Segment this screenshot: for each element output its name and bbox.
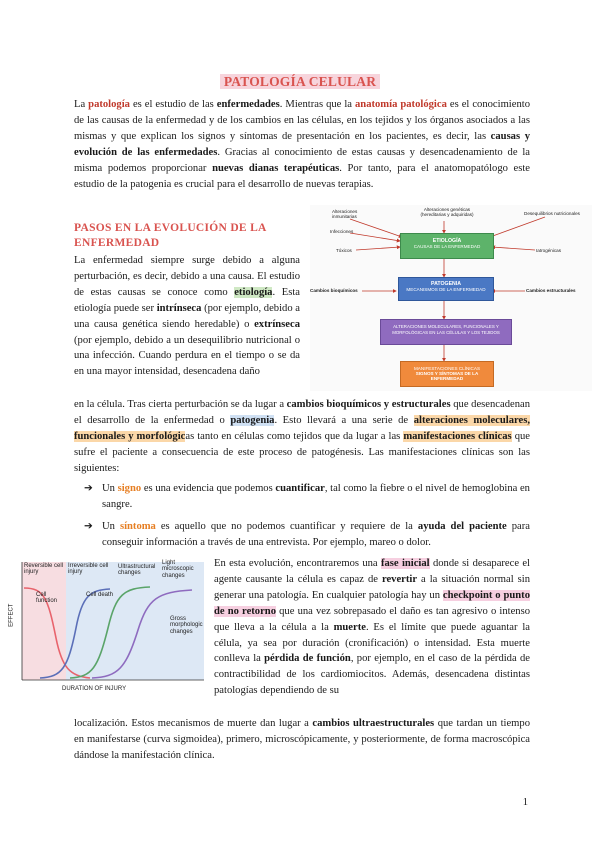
list-item: ➔ Un síntoma es aquello que no podemos cuantificar y requiere de la ayuda del paciente para conseguir información a través de una entrevista. Por ejemplo, mareo o dolor. — [84, 520, 530, 548]
arrow-icon: ➔ — [84, 483, 93, 494]
arrow-icon: ➔ — [84, 520, 93, 532]
label-iatrogenic: Iatrogénicas — [536, 248, 562, 253]
label-biochemical: Cambios bioquímicos — [310, 288, 358, 293]
label-ultrastructural: Ultrastructural changes — [118, 564, 156, 577]
label-gross: Gross morphologic changes — [170, 616, 203, 635]
reversible-zone — [22, 562, 66, 680]
label-infections: Infecciones — [330, 229, 354, 234]
patogenia-box: PATOGENIA MECANISMOS DE LA ENFERMEDAD — [398, 277, 494, 301]
label-duration: DURATION OF INJURY — [62, 686, 127, 692]
label-effect: EFFECT — [8, 603, 15, 627]
list-item: ➔ Un signo es una evidencia que podemos cuantificar, tal como la fiebre o el nivel de hemoglobina en sangre. — [84, 483, 530, 510]
label-death: Cell death — [86, 592, 114, 598]
etiologia-box: ETIOLOGÍA CAUSAS DE LA ENFERMEDAD — [400, 233, 494, 259]
body-paragraph-full: en la célula. Tras cierta perturbación se da lugar a cambios bioquímicos y estructurales que desencadenan el desarrollo de la enfermedad o patogenia. Esto llevará a una serie de alteraciones moleculares, funcionales y morfológicas tanto en células como tejidos que da lugar a las manifestaciones clínicas que sufre el paciente a consecuencia de este proceso de patogénesis. Las manifestaciones clínicas son las siguientes: — [74, 399, 530, 474]
alteraciones-box: ALTERACIONES MOLECULARES, FUNCIONALES Y MORFOLÓGICAS EN LAS CÉLULAS Y LOS TEJIDOS — [380, 319, 512, 345]
label-immune: Alteraciones inmunitarias — [332, 209, 358, 219]
page-number: 1 — [522, 797, 528, 808]
cell-injury-chart — [10, 558, 208, 698]
label-function: Cell function — [36, 592, 58, 605]
manifestaciones-box: MANIFESTACIONES CLÍNICAS SIGNOS Y SÍNTOMAS DE LA ENFERMEDAD — [400, 361, 494, 387]
label-irreversible: Irreversible cell injury — [68, 563, 109, 576]
label-toxics: Tóxicos — [336, 248, 352, 253]
page-title: PATOLOGÍA CELULAR — [0, 74, 600, 90]
section-heading: PASOS EN LA EVOLUCIÓN DE LA ENFERMEDAD — [74, 222, 267, 249]
etiology-pathogenesis-diagram — [310, 205, 592, 391]
body-paragraph-left: La enfermedad siempre surge debido a alguna perturbación, es decir, debido a una causa. El estudio de estas causas se conoce como etiología. Esta etiología puede ser intrínseca (por ejemplo, debido a una causa genética siendo heredable) o extrínseca (por ejemplo, debido a un desequilibrio nutricional o una infección. Cuando perdura en el tiempo o se da en una mayor intensidad, desencadena daño — [74, 255, 300, 378]
label-reversible: Reversible cell injury — [24, 563, 64, 576]
closing-paragraph: localización. Estos mecanismos de muerte dan lugar a cambios ultraestructurales que tardan un tiempo en manifestarse (curva sigmoidea), primero, microscópicamente, y posteriormente, de forma macroscópica dándose la manifestación clínica. — [74, 718, 530, 761]
label-light: Light microscopic changes — [162, 560, 194, 579]
manifestation-list — [84, 481, 530, 557]
label-nutritional: Desequilibrios nutricionales — [524, 211, 580, 216]
body-paragraph-right: En esta evolución, encontraremos una fase inicial donde si desaparece el agente causante la célula es capaz de revertir a la situación normal sin generar una patología. En cualquier patología hay un checkpoint o punto de no retorno que una vez sobrepasado el daño es tan agresivo o intenso que lleva a la célula a la muerte. Es el límite que puede aguantar la célula, ya sea por duración (cronificación) o intensidad. Esta muerte conlleva la pérdida de función, por ejemplo, en el caso de la pérdida de contractibilidad de los cardiomiocitos. Además, desencadena distintas patologías dependiendo de su — [214, 558, 531, 697]
intro-paragraph: La patología es el estudio de las enfermedades. Mientras que la anatomía patológica es el conocimiento de las causas de la enfermedad y de los cambios en las células, en los tejidos y los órganos asociados a las mismas y que explican los signos y síntomas de presentación en los pacientes, es decir, las causas y evolución de las enfermedades. Gracias al conocimiento de estas causas y desencadenamiento de la misma podemos proporcionar nuevas dianas terapéuticas. Por tanto, para el anatomopatólogo este estudio de la patogenia es crucial para el desarrollo de nuevas terapias. — [74, 99, 531, 190]
label-genetic: Alteraciones genéticas (hereditarias y adquiridas) — [420, 207, 474, 217]
label-structural: Cambios estructurales — [526, 288, 576, 293]
